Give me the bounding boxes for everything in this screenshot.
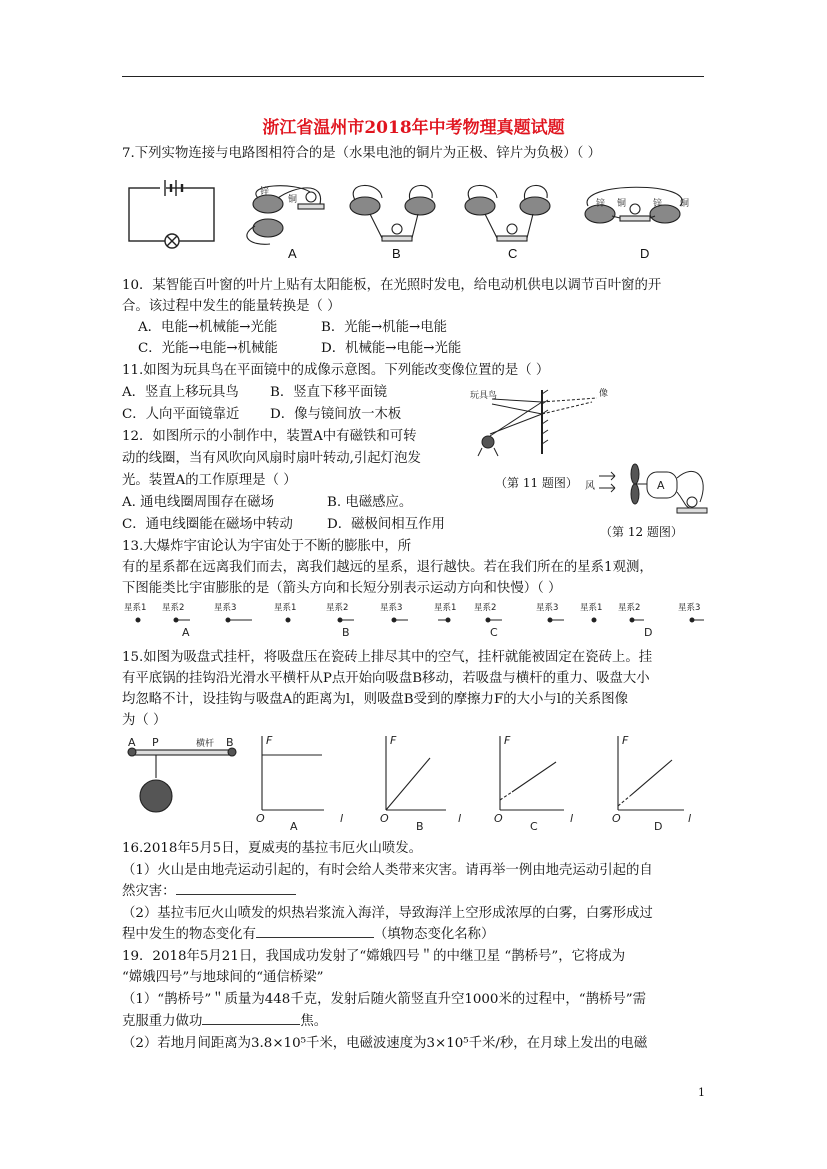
svg-text:星系2: 星系2 [162, 603, 185, 613]
q11-bird-label: 玩具鸟 [470, 391, 498, 401]
svg-text:B: B [416, 820, 424, 833]
q19-part1-line1: （1）“鹊桥号”＂质量为448千克，发射后随火箭竖直升空1000米的过程中，“鹊桥号”需 [122, 992, 647, 1007]
svg-text:l: l [458, 812, 462, 825]
svg-text:F: F [390, 734, 397, 747]
q11-caption: （第 11 题图） [495, 476, 578, 490]
svg-text:锌: 锌 [653, 199, 663, 209]
page-number: 1 [698, 1086, 705, 1099]
q12-wind-label: 风 [585, 481, 595, 492]
q12-stem-line3: 光。装置A的工作原理是（ ） [122, 473, 297, 488]
q10-stem-line2: 合。该过程中发生的能量转换是（ ） [122, 299, 341, 314]
svg-text:F: F [622, 734, 629, 747]
q11-option-b: B．竖直下移平面镜 [270, 385, 387, 400]
q7-label-b: B [392, 246, 401, 261]
q19-part2-line1: （2）若地月间距离为3.8×10⁵千米，电磁波速度为3×10⁵千米/秒，在月球上发出的电磁 [122, 1036, 648, 1051]
svg-text:P: P [152, 736, 159, 749]
svg-text:O: O [612, 812, 621, 825]
svg-text:C: C [530, 820, 538, 833]
svg-text:A: A [128, 736, 136, 749]
q15-figures [124, 730, 724, 834]
svg-text:D: D [654, 820, 663, 833]
svg-text:星系3: 星系3 [536, 603, 559, 613]
svg-text:星系1: 星系1 [434, 603, 457, 613]
q10-option-c: C．光能→电能→机械能 [138, 341, 278, 356]
q7-label-d: D [640, 246, 650, 261]
q12-device-a-label: A [657, 479, 665, 492]
q15-rod-figure [128, 748, 236, 812]
q16-stem: 16.2018年5月5日，夏威夷的基拉韦厄火山喷发。 [122, 841, 423, 856]
svg-text:B: B [226, 736, 234, 749]
page-title: 浙江省温州市2018年中考物理真题试题 [262, 118, 565, 138]
q10-option-d: D．机械能→电能→光能 [321, 341, 462, 356]
svg-text:O: O [380, 812, 389, 825]
svg-text:A: A [290, 820, 298, 833]
svg-text:星系2: 星系2 [474, 603, 497, 613]
q15-stem-line1: 15.如图为吸盘式挂杆，将吸盘压在瓷砖上排尽其中的空气，挂杆就能被固定在瓷砖上。挂 [122, 650, 653, 665]
svg-text:星系3: 星系3 [380, 603, 403, 613]
svg-text:A: A [182, 626, 190, 639]
q19-stem-line2: “嫦娥四号”与地球间的“通信桥梁” [122, 970, 324, 985]
header-rule [122, 76, 704, 77]
svg-text:星系1: 星系1 [580, 603, 603, 613]
q16-answer-blank-2[interactable] [256, 924, 374, 938]
q16-part1-line2: 然灾害： [122, 881, 296, 902]
q19-answer-blank-1[interactable] [202, 1011, 300, 1025]
svg-text:C: C [490, 626, 498, 639]
q15-graph-c [500, 736, 564, 810]
q13-stem-line3: 下图能类比宇宙膨胀的是（箭头方向和长短分别表示运动方向和快慢）（ ） [122, 581, 562, 596]
svg-text:星系2: 星系2 [326, 603, 349, 613]
q11-option-a: A．竖直上移玩具鸟 [122, 385, 239, 400]
svg-text:F: F [504, 734, 511, 747]
q11-image-label: 像 [599, 389, 609, 399]
q15-stem-line3: 均忽略不计，设挂钩与吸盘A的距离为l，则吸盘B受到的摩擦力F的大小与l的关系图像 [122, 692, 629, 707]
q12-option-a: A. 通电线圈周围存在磁场 [122, 495, 275, 510]
q10-option-b: B．光能→机能→电能 [321, 320, 448, 335]
q12-stem-line1: 12．如图所示的小制作中，装置A中有磁铁和可转 [122, 429, 417, 444]
q7-label-a: A [288, 246, 297, 261]
svg-text:D: D [644, 626, 653, 639]
q7-label-c: C [508, 246, 518, 261]
q11-mirror-figure [462, 384, 712, 459]
q15-stem-line4: 为（ ） [122, 713, 167, 728]
q13-figures [118, 600, 718, 644]
q7-option-b-figure [350, 185, 435, 241]
q12-caption: （第 12 题图） [600, 525, 683, 539]
q10-stem-line1: 10．某智能百叶窗的叶片上贴有太阳能板，在光照时发电，给电动机供电以调节百叶窗的开 [122, 278, 662, 293]
q16-answer-blank-1[interactable] [176, 881, 296, 895]
q12-option-c: C．通电线圈能在磁场中转动 [122, 517, 293, 532]
svg-text:锌: 锌 [596, 199, 606, 209]
q12-stem-line2: 动的线圈，当有风吹向风扇时扇叶转动,引起灯泡发 [122, 451, 421, 466]
q12-option-d: D．磁极间相互作用 [327, 517, 445, 532]
q7-figures [120, 176, 720, 266]
q15-stem-line2: 有平底锅的挂钩沿光滑水平横杆从P点开始向吸盘B移动，若吸盘与横杆的重力、吸盘大小 [122, 671, 650, 686]
svg-text:锌: 锌 [260, 187, 270, 197]
q10-option-a: A．电能→机械能→光能 [138, 320, 278, 335]
q15-graph-a [262, 736, 324, 810]
svg-text:铜: 铜 [288, 195, 298, 205]
q16-part1-line1: （1）火山是由地壳运动引起的，有时会给人类带来灾害。请再举一例由地壳运动引起的自 [122, 863, 653, 878]
svg-text:铜: 铜 [680, 199, 690, 209]
svg-text:星系1: 星系1 [124, 603, 147, 613]
svg-text:O: O [256, 812, 265, 825]
q11-option-c: C．人向平面镜靠近 [122, 407, 240, 422]
svg-text:星系1: 星系1 [274, 603, 297, 613]
q7-stem: 7.下列实物连接与电路图相符合的是（水果电池的铜片为正极、锌片为负极）（ ） [122, 146, 602, 161]
svg-text:B: B [342, 626, 350, 639]
q11-option-d: D．像与镜间放一木板 [270, 407, 402, 422]
svg-text:星系2: 星系2 [618, 603, 641, 613]
q13-stem-line2: 有的星系都在远离我们而去，离我们越远的星系，退行越快。若在我们所在的星系1观测， [122, 560, 653, 575]
q7-circuit-diagram [129, 180, 214, 248]
svg-text:铜: 铜 [617, 199, 627, 209]
q7-option-c-figure [465, 185, 550, 241]
svg-text:l: l [570, 812, 574, 825]
q19-part1-line2: 克服重力做功 焦。 [122, 1011, 327, 1032]
svg-text:F: F [266, 734, 273, 747]
svg-text:l: l [340, 812, 344, 825]
q13-stem-line1: 13.大爆炸宇宙论认为宇宙处于不断的膨胀中，所 [122, 539, 412, 554]
q16-part2-line1: （2）基拉韦厄火山喷发的炽热岩浆流入海洋，导致海洋上空形成浓厚的白雾，白雾形成过 [122, 906, 653, 921]
svg-text:l: l [688, 812, 692, 825]
q16-part2-line2: 程中发生的物态变化有 （填物态变化名称） [122, 924, 494, 945]
q7-option-a-figure [247, 186, 324, 245]
q12-option-b: B. 电磁感应。 [327, 495, 413, 510]
q15-graph-d [618, 736, 684, 810]
q15-graph-b [386, 736, 446, 810]
svg-text:横杆: 横杆 [196, 739, 215, 749]
q19-stem-line1: 19．2018年5月21日，我国成功发射了“嫦娥四号＂的中继卫星 “鹊桥号”，它将成为 [122, 949, 626, 964]
q12-generator-figure [585, 462, 715, 522]
svg-text:星系3: 星系3 [678, 603, 701, 613]
svg-text:星系3: 星系3 [214, 603, 237, 613]
svg-text:O: O [494, 812, 503, 825]
q11-stem: 11.如图为玩具鸟在平面镜中的成像示意图。下列能改变像位置的是（ ） [122, 363, 550, 378]
